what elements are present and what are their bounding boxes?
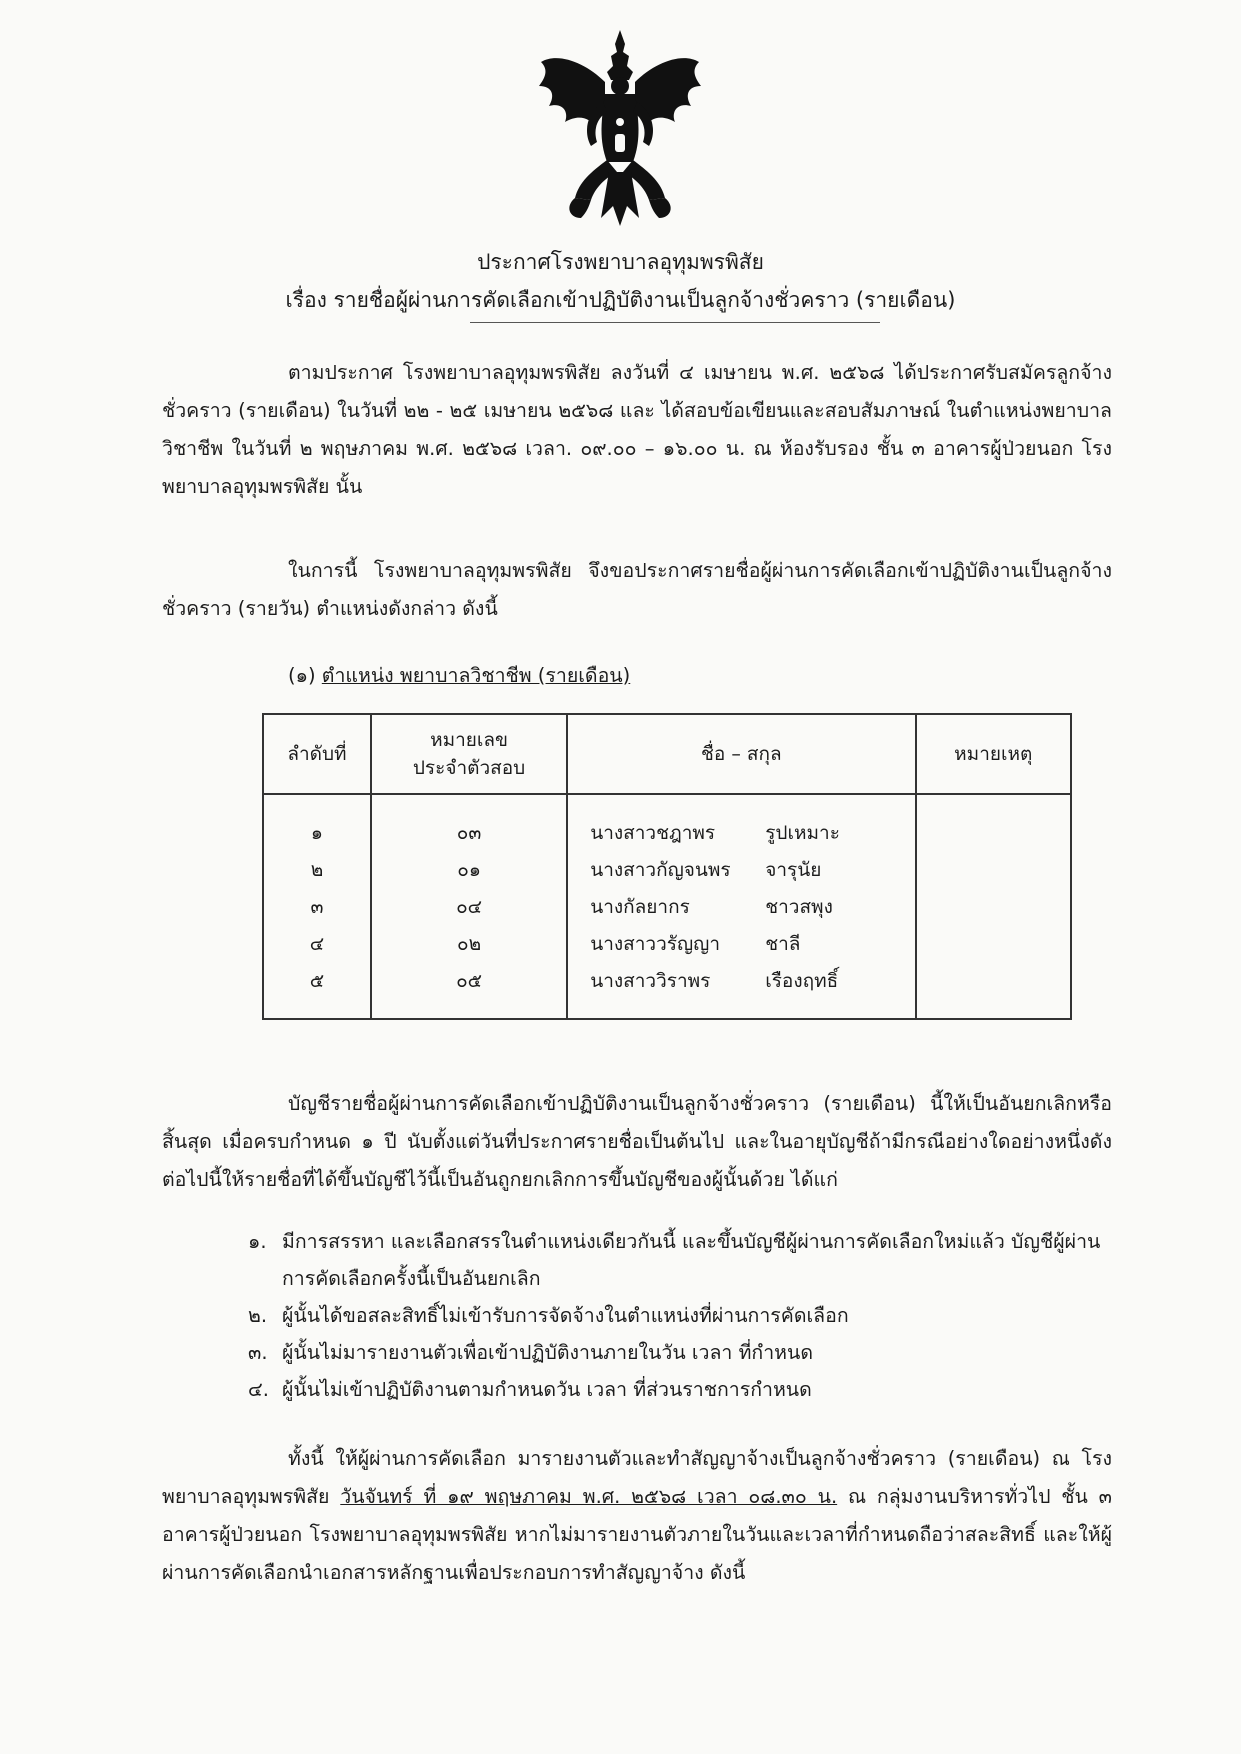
exam-id-cell: ๐๕ [456,970,483,992]
last-name: ชาวสพุง [765,896,833,918]
table-body-row [263,794,1071,1019]
garuda-emblem-icon [535,22,705,232]
exam-id-cell: ๐๔ [456,896,483,918]
last-name: เรืองฤทธิ์ [765,970,839,992]
order-cell: ๒ [310,859,324,881]
note-column [916,794,1072,1019]
order-cell: ๔ [309,933,325,955]
list-item-number: ๓. [248,1341,268,1364]
list-item-number: ๑. [248,1230,267,1253]
candidate-table [262,713,1072,1020]
first-name: นางสาววิราพร [590,970,711,992]
header-note: หมายเหตุ [916,714,1072,794]
header-name: ชื่อ – สกุล [567,714,915,794]
name-cell [578,889,904,926]
note-cell [927,963,1061,1000]
list-item-number: ๔. [248,1378,269,1401]
first-name: นางสาวชฎาพร [590,822,716,844]
list-item-text: ผู้นั้นได้ขอสละสิทธิ์ไม่เข้ารับการจัดจ้างในตำแหน่งที่ผ่านการคัดเลือก [282,1304,849,1327]
announcement-subject: เรื่อง รายชื่อผู้ผ่านการคัดเลือกเข้าปฏิบัติงานเป็นลูกจ้างชั่วคราว (รายเดือน) [285,288,956,312]
table-header-row [263,714,1071,794]
order-cell: ๑ [310,822,323,844]
header-order: ลำดับที่ [263,714,371,794]
position-number: (๑) [288,664,316,687]
name-cell [578,926,904,963]
order-cell: ๓ [310,896,324,918]
report-instructions-intro: ทั้งนี้ ให้ผู้ผ่านการคัดเลือก มารายงานตัวและทำสัญญาจ้างเป็นลูกจ้างชั่วคราว (รายเดือน) ณ โรงพยาบาลอุทุมพรพิสัย [162,1447,1112,1508]
title-divider [470,322,880,323]
first-name: นางสาวกัญจนพร [590,859,731,881]
name-cell [578,963,904,1000]
name-cell [578,852,904,889]
list-item [248,1334,1108,1371]
last-name: รูปเหมาะ [765,822,840,844]
note-cell [927,852,1061,889]
note-cell [927,815,1061,852]
paragraph-report-instructions [162,1440,1112,1592]
position-title: ตำแหน่ง พยาบาลวิชาชีพ (รายเดือน) [321,664,631,687]
last-name: ชาลี [765,933,801,955]
cancellation-conditions-list [248,1223,1108,1408]
name-cell [578,815,904,852]
list-item [248,1223,1108,1297]
list-item-text: มีการสรรหา และเลือกสรรในตำแหน่งเดียวกันนี้ และขึ้นบัญชีผู้ผ่านการคัดเลือกใหม่แล้ว บัญชีผู้ผ่านการคัดเลือกครั้งนี้เป็นอันยกเลิก [282,1230,1101,1290]
first-name: นางกัลยากร [590,896,690,918]
paragraph-announcement: ในการนี้ โรงพยาบาลอุทุมพรพิสัย จึงขอประกาศรายชื่อผู้ผ่านการคัดเลือกเข้าปฏิบัติงานเป็นลูกจ้างชั่วคราว (รายวัน) ตำแหน่งดังกล่าว ดังนี้ [162,559,1112,620]
order-cell: ๕ [309,970,325,992]
exam-id-column [371,794,567,1019]
list-item [248,1297,1108,1334]
exam-id-cell: ๐๒ [457,933,482,955]
garuda-emblem [535,22,705,232]
announcement-title: ประกาศโรงพยาบาลอุทุมพรพิสัย [477,250,764,274]
position-heading [288,660,630,691]
header-exam-id [371,714,567,794]
name-column [567,794,915,1019]
exam-id-cell: ๐๓ [456,822,482,844]
list-item-number: ๒. [248,1304,268,1327]
header-exam-id-line2: ประจำตัวสอบ [412,757,526,779]
note-cell [927,889,1061,926]
header-exam-id-line1: หมายเลข [430,729,509,751]
note-cell [927,926,1061,963]
list-item [248,1371,1108,1408]
paragraph-background: ตามประกาศ โรงพยาบาลอุทุมพรพิสัย ลงวันที่ ๔ เมษายน พ.ศ. ๒๕๖๘ ได้ประกาศรับสมัครลูกจ้างชั่วคราว (รายเดือน) ในวันที่ ๒๒ - ๒๕ เมษายน ๒๕๖๘ และ ได้สอบข้อเขียนและสอบสัมภาษณ์ ในตำแหน่งพยาบาลวิชาชีพ ในวันที่ ๒ พฤษภาคม พ.ศ. ๒๕๖๘ เวลา. ๐๙.๐๐ – ๑๖.๐๐ น. ณ ห้องรับรอง ชั้น ๓ อาคารผู้ป่วยนอก โรงพยาบาลอุทุมพรพิสัย นั้น [162,361,1112,498]
exam-id-cell: ๐๑ [457,859,481,881]
order-column [263,794,371,1019]
first-name: นางสาววรัญญา [590,933,721,955]
last-name: จารุนัย [765,859,822,881]
paragraph-list-validity: บัญชีรายชื่อผู้ผ่านการคัดเลือกเข้าปฏิบัติงานเป็นลูกจ้างชั่วคราว (รายเดือน) นี้ให้เป็นอันยกเลิกหรือสิ้นสุด เมื่อครบกำหนด ๑ ปี นับตั้งแต่วันที่ประกาศรายชื่อเป็นต้นไป และในอายุบัญชีถ้ามีกรณีอย่างใดอย่างหนึ่งดังต่อไปนี้ให้รายชื่อที่ได้ขึ้นบัญชีไว้นี้เป็นอันถูกยกเลิกการขึ้นบัญชีของผู้นั้นด้วย ได้แก่ [162,1092,1112,1191]
list-item-text: ผู้นั้นไม่มารายงานตัวเพื่อเข้าปฏิบัติงานภายในวัน เวลา ที่กำหนด [282,1341,814,1364]
report-date-time: วันจันทร์ ที่ ๑๙ พฤษภาคม พ.ศ. ๒๕๖๘ เวลา ๐๘.๓๐ น. [340,1485,838,1508]
report-instructions-rest: ณ กลุ่มงานบริหารทั่วไป ชั้น ๓ อาคารผู้ป่วยนอก โรงพยาบาลอุทุมพรพิสัย หากไม่มารายงานตัวภายในวันและเวลาที่กำหนดถือว่าสละสิทธิ์ และให้ผู้ผ่านการคัดเลือกนำเอกสารหลักฐานเพื่อประกอบการทำสัญญาจ้าง ดังนี้ [162,1485,1113,1584]
list-item-text: ผู้นั้นไม่เข้าปฏิบัติงานตามกำหนดวัน เวลา ที่ส่วนราชการกำหนด [282,1378,812,1401]
